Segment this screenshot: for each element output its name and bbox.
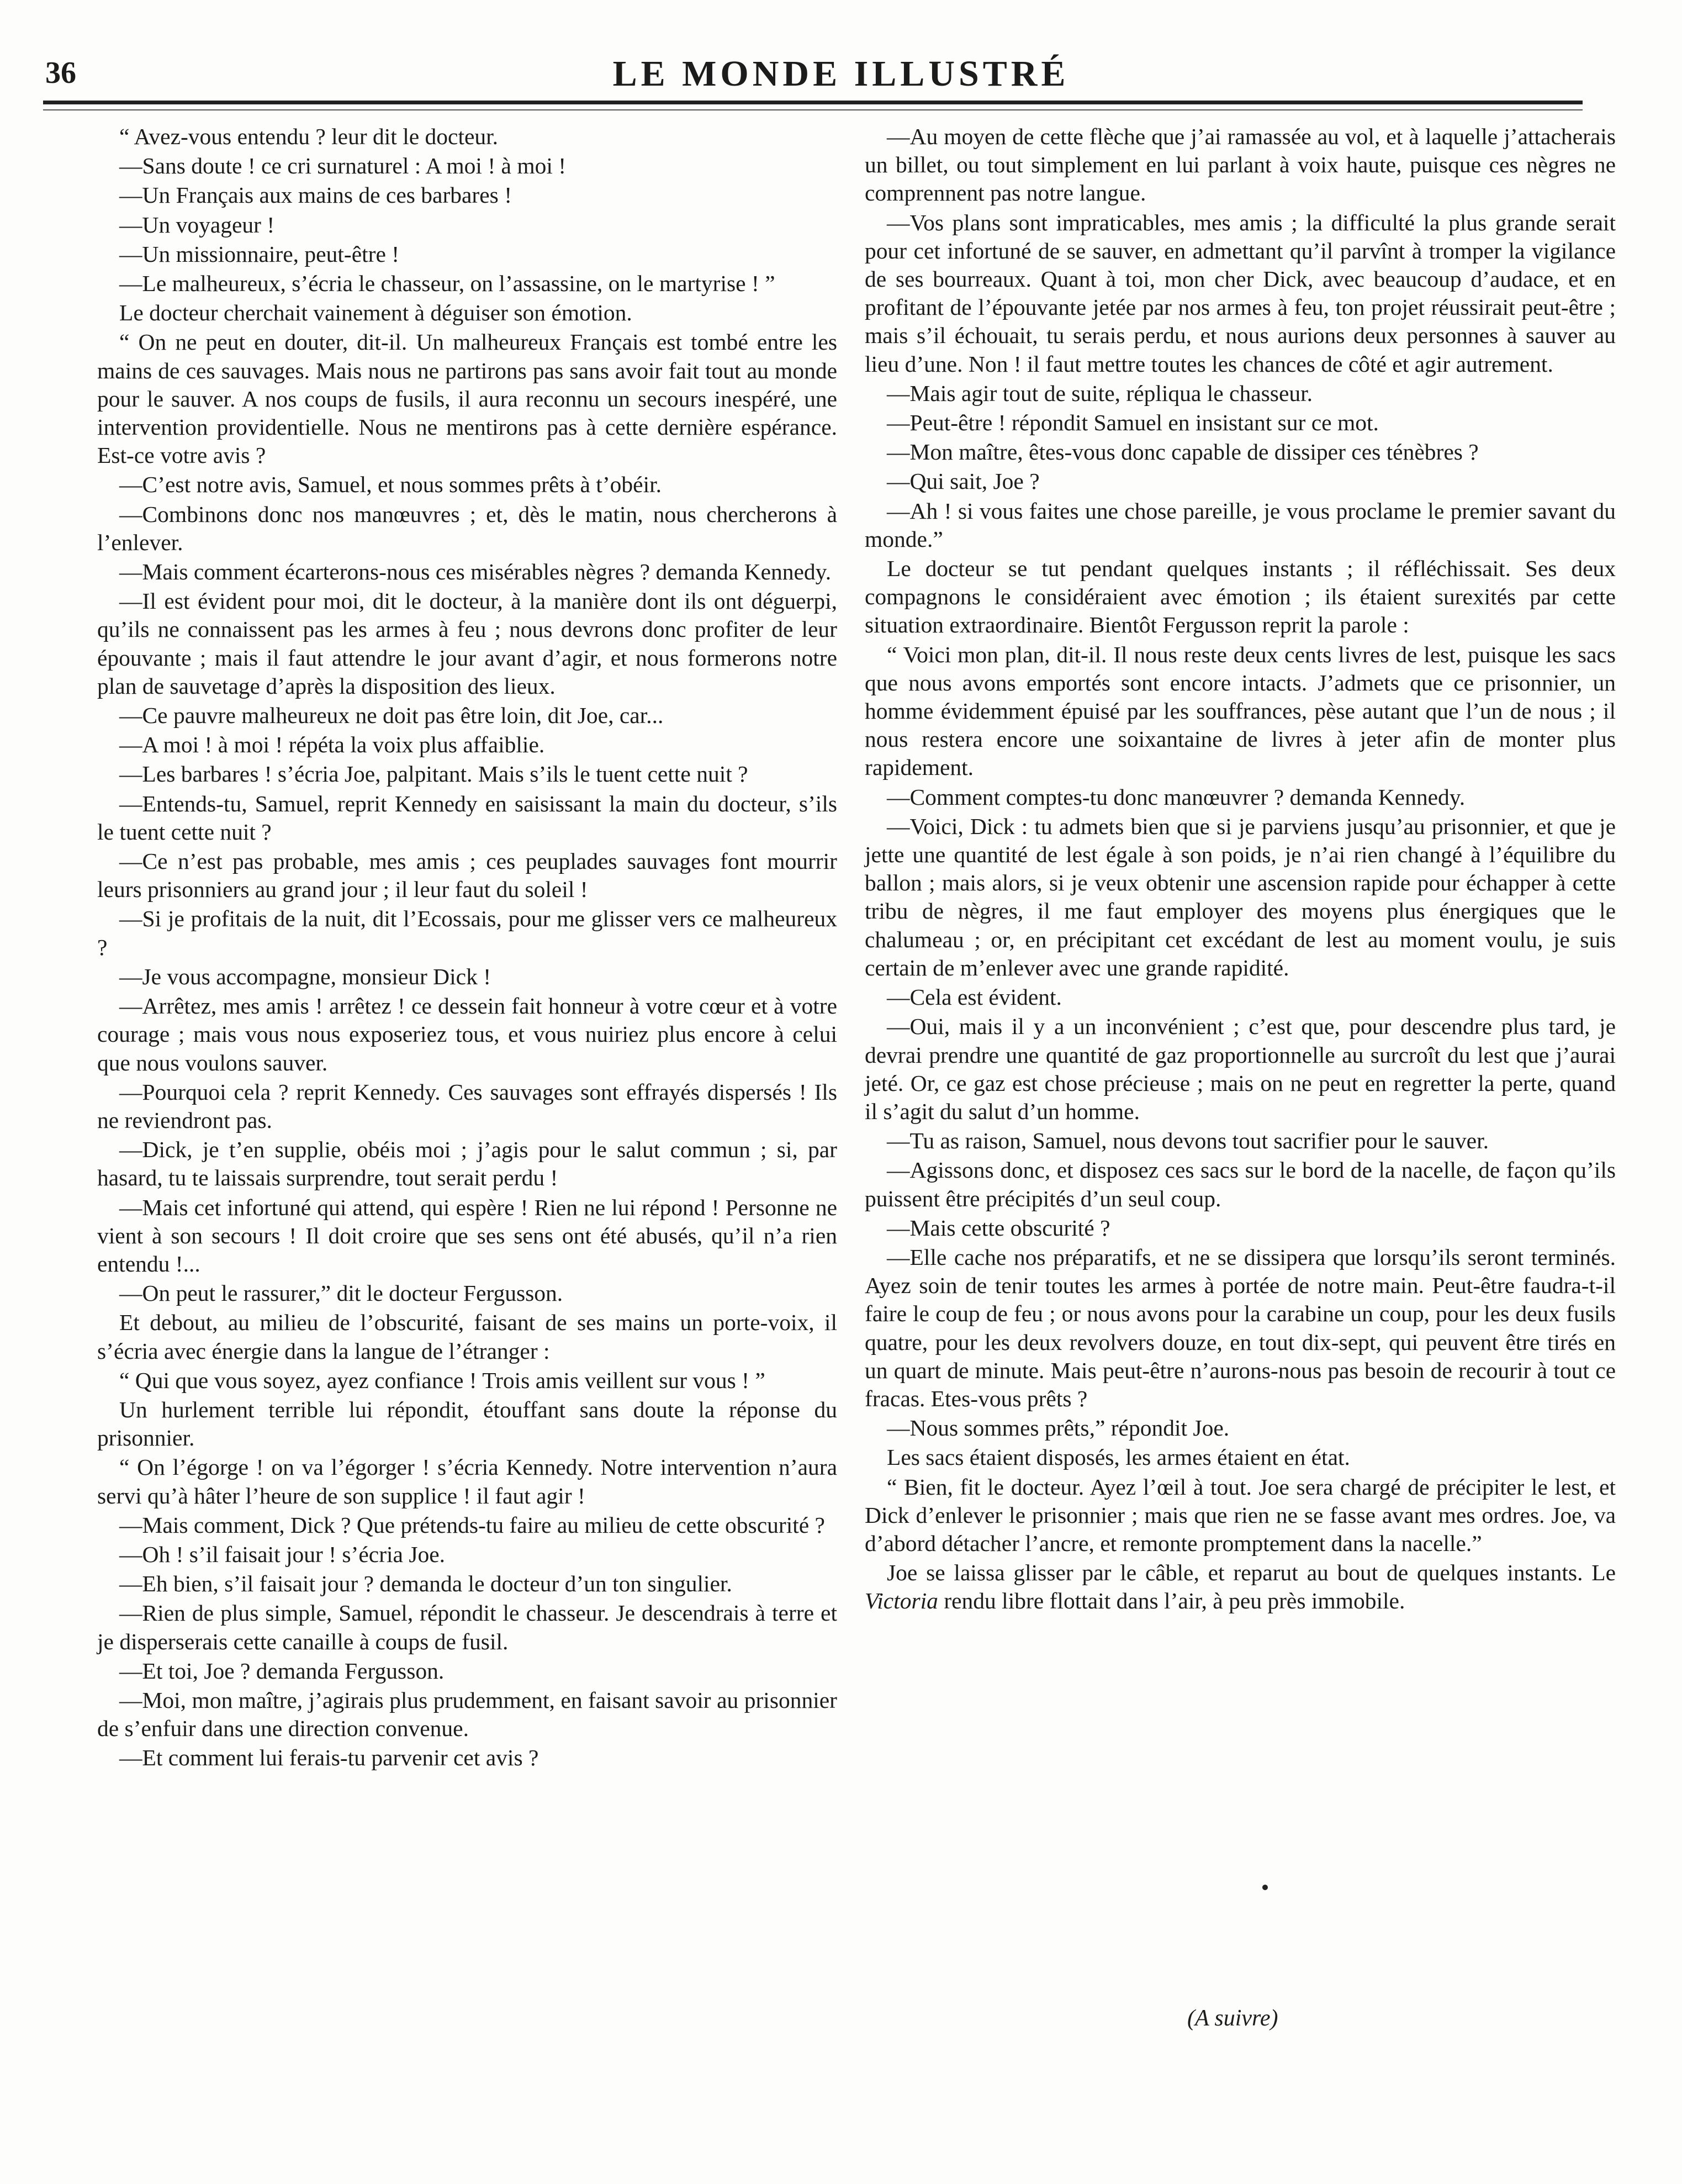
paragraph: —Un Français aux mains de ces barbares ! <box>119 182 512 208</box>
paragraph: —Un voyageur ! <box>119 212 275 238</box>
paragraph: —Le malheureux, s’écria le chasseur, on l’assassine, on le martyrise ! ” <box>119 271 775 297</box>
paragraph: —Mais comment écarterons-nous ces misérables nègres ? demanda Kennedy. <box>119 559 832 585</box>
paragraph: —Elle cache nos préparatifs, et ne se dissipera que lorsqu’ils seront terminés. Ayez soin de tenir toutes les armes à portée de notre main. Peut-être faudra-t-il faire le coup de feu ; or nous avons pour la carabine un coup, pour les deux fusils quatre, pour les deux revolvers douze, en tout dix-sept, qui peuvent être tirés en un quart de minute. Mais peut-être n’aurons-nous pas besoin de recourir à tout ce fracas. Etes-vous prêts ? <box>865 1244 1616 1411</box>
paragraph: “ Qui que vous soyez, ayez confiance ! Trois amis veillent sur vous ! ” <box>119 1367 765 1393</box>
header-rule-thin <box>43 109 1583 110</box>
paragraph: —Cela est évident. <box>887 984 1062 1010</box>
paragraph: Et debout, au milieu de l’obscurité, faisant de ses mains un porte-voix, il s’écria avec énergie dans la langue de l’étranger : <box>97 1310 837 1364</box>
paragraph: —On peut le rassurer,” dit le docteur Fergusson. <box>119 1280 563 1306</box>
paragraph: —Au moyen de cette flèche que j’ai ramassée au vol, et à laquelle j’attacherais un billet, ou tout simplement en lui parlant à voix haute, puisque ces nègres ne comprennent pas notre langue. <box>865 124 1616 206</box>
paragraph: Le docteur cherchait vainement à déguiser son émotion. <box>119 300 632 326</box>
masthead-title: LE MONDE ILLUSTRÉ <box>612 54 1070 94</box>
page-number: 36 <box>45 56 76 90</box>
paragraph: —Combinons donc nos manœuvres ; et, dès le matin, nous chercherons à l’enlever. <box>97 501 837 555</box>
paragraph: —Voici, Dick : tu admets bien que si je parviens jusqu’au prisonnier, et que je jette une quantité de lest égale à son poids, je n’ai rien changé à l’équilibre du ballon ; mais alors, si je veux obtenir une ascension rapide pour échapper à cette tribu de nègres, il me faut employer des moyens plus énergiques que le chalumeau ; or, en précipitant cet excédant de lest au moment voulu, je suis certain de m’enlever avec une grande rapidité. <box>865 813 1616 980</box>
paragraph: —Comment comptes-tu donc manœuvrer ? demanda Kennedy. <box>887 784 1466 810</box>
paragraph: —Arrêtez, mes amis ! arrêtez ! ce dessein fait honneur à votre cœur et à votre courage ; mais vous nous exposeriez tous, et vous nuiriez plus encore à celui que nous voulons sauver. <box>97 993 837 1075</box>
paragraph: “ On ne peut en douter, dit-il. Un malheureux Français est tombé entre les mains de ces sauvages. Mais nous ne partirons pas sans avoir fait tout au monde pour le sauver. A nos coups de fusils, il aura reconnu un secours inespéré, une intervention providentielle. Nous ne mentirons pas à cette dernière espérance. Est-ce votre avis ? <box>97 329 837 468</box>
paragraph: —Vos plans sont impraticables, mes amis ; la difficulté la plus grande serait pour cet infortuné de se sauver, en admettant qu’il parvînt à tromper la vigilance de ses bourreaux. Quant à toi, mon cher Dick, avec beaucoup d’audace, et en profitant de l’épouvante jetée par nos armes à feu, ton projet réussirait peut-être ; mais s’il échouait, tu serais perdu, et nous aurions deux personnes à sauver au lieu d’une. Non ! il faut mettre toutes les chances de côté et agir autrement. <box>865 209 1616 377</box>
paragraph: —Qui sait, Joe ? <box>887 468 1040 494</box>
paragraph: —Mon maître, êtes-vous donc capable de dissiper ces ténèbres ? <box>887 439 1479 465</box>
paragraph: Joe se laissa glisser par le câble, et reparut au bout de quelques instants. Le Victoria rendu libre flottait dans l’air, à peu près immobile. <box>865 1560 1616 1614</box>
paragraph: —Ce n’est pas probable, mes amis ; ces peuplades sauvages font mourrir leurs prisonniers au grand jour ; il leur faut du soleil ! <box>97 848 837 903</box>
paragraph: —Mais agir tout de suite, répliqua le chasseur. <box>887 380 1313 406</box>
paragraph: Un hurlement terrible lui répondit, étouffant sans doute la réponse du prisonnier. <box>97 1396 837 1451</box>
paragraph: —Rien de plus simple, Samuel, répondit le chasseur. Je descendrais à terre et je disperserais cette canaille à coups de fusil. <box>97 1600 837 1654</box>
paragraph: Le docteur se tut pendant quelques instants ; il réfléchissait. Ses deux compagnons le considéraient avec émotion ; ils étaient surexités par cette situation extraordinaire. Bientôt Fergusson reprit la parole : <box>865 556 1616 638</box>
paragraph: Les sacs étaient disposés, les armes étaient en état. <box>887 1444 1350 1470</box>
paragraph: —Ce pauvre malheureux ne doit pas être loin, dit Joe, car... <box>119 703 664 729</box>
header-rule-thick <box>43 101 1583 104</box>
paragraph: —Tu as raison, Samuel, nous devons tout sacrifier pour le sauver. <box>887 1128 1489 1154</box>
paragraph: —A moi ! à moi ! répéta la voix plus affaiblie. <box>119 732 545 758</box>
right-column <box>865 123 1616 1617</box>
paragraph: “ Bien, fit le docteur. Ayez l’œil à tout. Joe sera chargé de précipiter le lest, et Dick d’enlever le prisonnier ; mais que rien ne se fasse avant mes ordres. Joe, va d’abord détacher l’ancre, et remonte promptement dans la nacelle.” <box>865 1474 1616 1556</box>
paragraph: —Nous sommes prêts,” répondit Joe. <box>887 1415 1230 1441</box>
paragraph: “ Voici mon plan, dit-il. Il nous reste deux cents livres de lest, puisque les sacs que nous avons emportés sont encore intacts. J’admets que ce prisonnier, un homme évidemment épuisé par les souffrances, pèse autant que l’un de nous ; il nous restera encore une soixantaine de livres à jeter afin de monter plus rapidement. <box>865 641 1616 780</box>
paragraph: —Un missionnaire, peut-être ! <box>119 241 400 267</box>
paragraph: “ On l’égorge ! on va l’égorger ! s’écria Kennedy. Notre intervention n’aura servi qu’à hâter l’heure de son supplice ! il faut agir ! <box>97 1454 837 1508</box>
paragraph: —Je vous accompagne, monsieur Dick ! <box>119 963 491 989</box>
paragraph: —Et comment lui ferais-tu parvenir cet avis ? <box>119 1745 539 1771</box>
paragraph: —Oui, mais il y a un inconvénient ; c’est que, pour descendre plus tard, je devrai prendre une quantité de gaz proportionnelle au surcroît du lest que j’aurai jeté. Or, ce gaz est chose précieuse ; mais on ne peut en regretter la perte, quand il s’agit du salut d’un homme. <box>865 1014 1616 1124</box>
paragraph: —Pourquoi cela ? reprit Kennedy. Ces sauvages sont effrayés dispersés ! Ils ne reviendront pas. <box>97 1079 837 1133</box>
paragraph: —Entends-tu, Samuel, reprit Kennedy en saisissant la main du docteur, s’ils le tuent cette nuit ? <box>97 790 837 845</box>
paragraph: —Et toi, Joe ? demanda Fergusson. <box>119 1658 445 1684</box>
paragraph: —Mais cet infortuné qui attend, qui espère ! Rien ne lui répond ! Personne ne vient à son secours ! Il doit croire que ses sens ont été abusés, qu’il n’a rien entendu !... <box>97 1194 837 1276</box>
a-suivre-note: (A suivre) <box>1187 2006 1278 2031</box>
left-column <box>97 123 837 1774</box>
paragraph: —Agissons donc, et disposez ces sacs sur le bord de la nacelle, de façon qu’ils puissent être précipités d’un seul coup. <box>865 1157 1616 1211</box>
paragraph: —Si je profitais de la nuit, dit l’Ecossais, pour me glisser vers ce malheureux ? <box>97 906 837 960</box>
paragraph: —C’est notre avis, Samuel, et nous sommes prêts à t’obéir. <box>119 472 662 498</box>
paragraph: —Il est évident pour moi, dit le docteur, à la manière dont ils ont déguerpi, qu’ils ne connaissent pas les armes à feu ; nous devrons donc profiter de leur épouvante ; mais il faut attendre le jour avant d’agir, et nous formerons notre plan de sauvetage d’après la disposition des lieux. <box>97 588 837 699</box>
paragraph: —Les barbares ! s’écria Joe, palpitant. Mais s’ils le tuent cette nuit ? <box>119 761 748 787</box>
paragraph: —Peut-être ! répondit Samuel en insistant sur ce mot. <box>887 410 1379 436</box>
paragraph: —Mais cette obscurité ? <box>887 1215 1110 1241</box>
paragraph: “ Avez-vous entendu ? leur dit le docteur. <box>119 124 499 149</box>
paragraph: —Ah ! si vous faites une chose pareille, je vous proclame le premier savant du monde.” <box>865 498 1616 552</box>
paragraph: —Oh ! s’il faisait jour ! s’écria Joe. <box>119 1541 446 1567</box>
section-end-dot <box>1262 1885 1268 1890</box>
paragraph: —Sans doute ! ce cri surnaturel : A moi ! à moi ! <box>119 153 567 179</box>
paragraph: —Mais comment, Dick ? Que prétends-tu faire au milieu de cette obscurité ? <box>119 1512 825 1538</box>
paragraph: —Eh bien, s’il faisait jour ? demanda le docteur d’un ton singulier. <box>119 1571 732 1597</box>
paragraph: —Dick, je t’en supplie, obéis moi ; j’agis pour le salut commun ; si, par hasard, tu te laissais surprendre, tout serait perdu ! <box>97 1137 837 1191</box>
ship-name: Victoria <box>865 1588 938 1614</box>
paragraph: —Moi, mon maître, j’agirais plus prudemment, en faisant savoir au prisonnier de s’enfuir dans une direction convenue. <box>97 1687 837 1742</box>
